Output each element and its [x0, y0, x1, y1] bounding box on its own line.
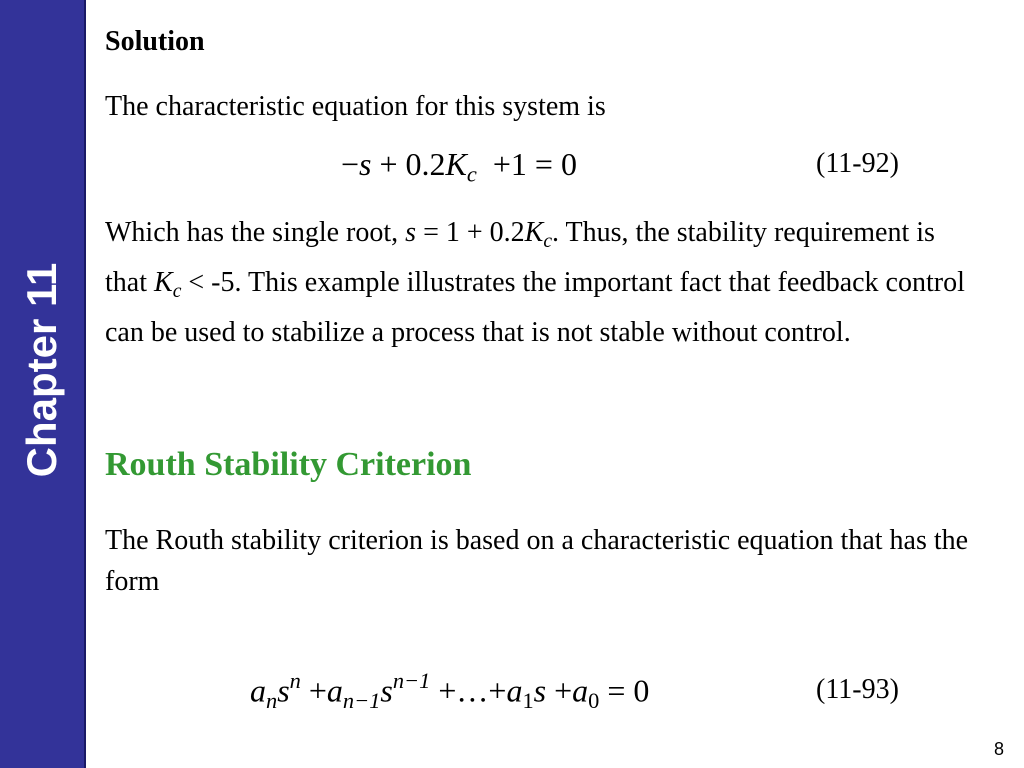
eq2-a-0: a — [572, 672, 589, 709]
eq1-plus2: + — [492, 146, 511, 182]
equation-11-93 — [250, 668, 649, 714]
eq2-sup-n1: n−1 — [392, 668, 431, 693]
solution-heading: Solution — [105, 26, 205, 57]
root-K2: K — [154, 266, 173, 298]
root-text-3: . Thus, the stability requirement is that — [105, 217, 935, 298]
eq1-plus: + — [379, 146, 398, 182]
eq2-sup-n: n — [289, 668, 301, 693]
chapter-sidebar — [0, 0, 86, 768]
page-number: 8 — [993, 739, 1004, 759]
eq2-s2: s — [380, 672, 393, 709]
eq2-a-n: a — [250, 672, 266, 709]
eq2-sub-1: 1 — [522, 688, 534, 714]
eq2-sub-0: 0 — [588, 688, 600, 714]
eq2-a-n1: a — [326, 672, 343, 709]
eq2-eq-zero: = 0 — [607, 672, 650, 709]
eq1-coeff: 0.2 — [405, 146, 446, 182]
eq1-one-eq-zero: 1 = 0 — [510, 146, 577, 182]
eq2-plus2: + — [554, 672, 573, 709]
root-s: s — [405, 217, 417, 248]
eq1-sub-c: c — [466, 161, 477, 187]
root-text-2: = 1 + 0.2 — [416, 217, 525, 248]
eq1-s: s — [359, 146, 372, 182]
eq2-plus: + — [308, 672, 327, 709]
eq1-minus: − — [341, 146, 360, 182]
routh-description: The Routh stability criterion is based on a characteristic equation that has the form — [105, 525, 969, 597]
equation-number-11-93: (11-93) — [816, 674, 899, 705]
root-sub-c2: c — [172, 280, 182, 302]
equation-number-11-92: (11-92) — [816, 148, 899, 179]
root-text-1: Which has the single root, — [105, 217, 406, 248]
routh-section-title: Routh Stability Criterion — [105, 446, 472, 483]
eq2-sub-n: n — [266, 688, 278, 714]
root-paragraph — [105, 212, 965, 353]
eq2-a-1: a — [506, 672, 523, 709]
eq2-s3: s — [533, 672, 547, 709]
eq1-K: K — [445, 146, 467, 182]
root-K: K — [524, 217, 544, 248]
root-text-4: < -5. This example illustrates the important fact that feedback control can be used to stabilize a process that is not stable without control. — [105, 266, 965, 348]
eq2-dots: +…+ — [438, 672, 507, 709]
eq2-s: s — [277, 672, 290, 709]
root-sub-c: c — [543, 230, 553, 252]
intro-text: The characteristic equation for this system is — [105, 91, 606, 122]
equation-11-92 — [341, 146, 577, 188]
eq2-sub-n1: n−1 — [342, 688, 381, 714]
chapter-label: Chapter 11 — [18, 262, 65, 478]
